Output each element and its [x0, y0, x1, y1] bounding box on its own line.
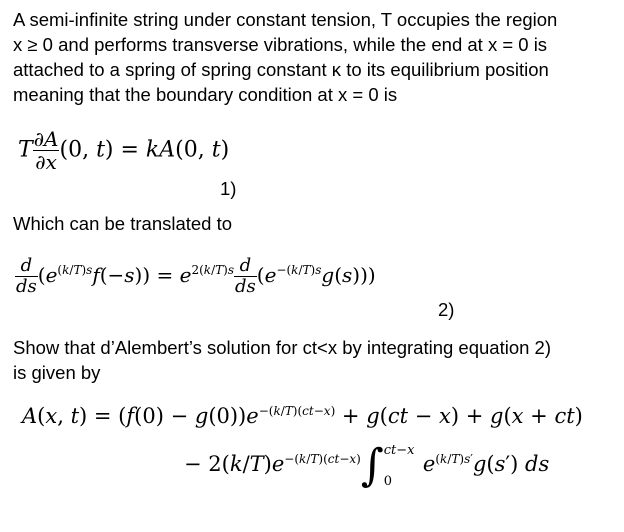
- intro-line-2: x ≥ 0 and performs transverse vibrations, while the end at x = 0 is: [13, 34, 548, 55]
- equation-2: $\frac{d}{ds}$ $(e^{(k/T)s}f(-s)) = e^{2(k/T)s}$ $\frac{d}{ds}$ $(e^{-(k/T)s}g(s))$): [16, 255, 376, 297]
- equation-1-label: 1): [220, 178, 237, 199]
- solution-line-1: A(x, $t) = (f(0) - g(0))e^{-(k/T)(ct-x)} + g(ct - x) + g(x + ct)$: [22, 404, 583, 428]
- question-line-1: Show that d’Alembert’s solution for ct<x by integrating equation 2): [13, 337, 552, 358]
- intro-line-3: attached to a spring of spring constant κ to its equilibrium position: [13, 59, 549, 80]
- question-line-2: is given by: [13, 362, 101, 383]
- equation-1: T $\frac{\partial A}{\partial x}$ (0, t) = kA(0, t): [18, 127, 230, 174]
- solution-line-2: − $2(k/T)e^{-(k/T)(ct-x)}\int$ ct−x 0 $e^{(k/T)s'}g(s')$ ds: [184, 440, 550, 491]
- equation-2-label: 2): [438, 299, 455, 320]
- translation-text: Which can be translated to: [13, 213, 233, 234]
- intro-line-4: meaning that the boundary condition at x = 0 is: [13, 84, 398, 105]
- intro-line-1: A semi-infinite string under constant tension, T occupies the region: [13, 9, 558, 30]
